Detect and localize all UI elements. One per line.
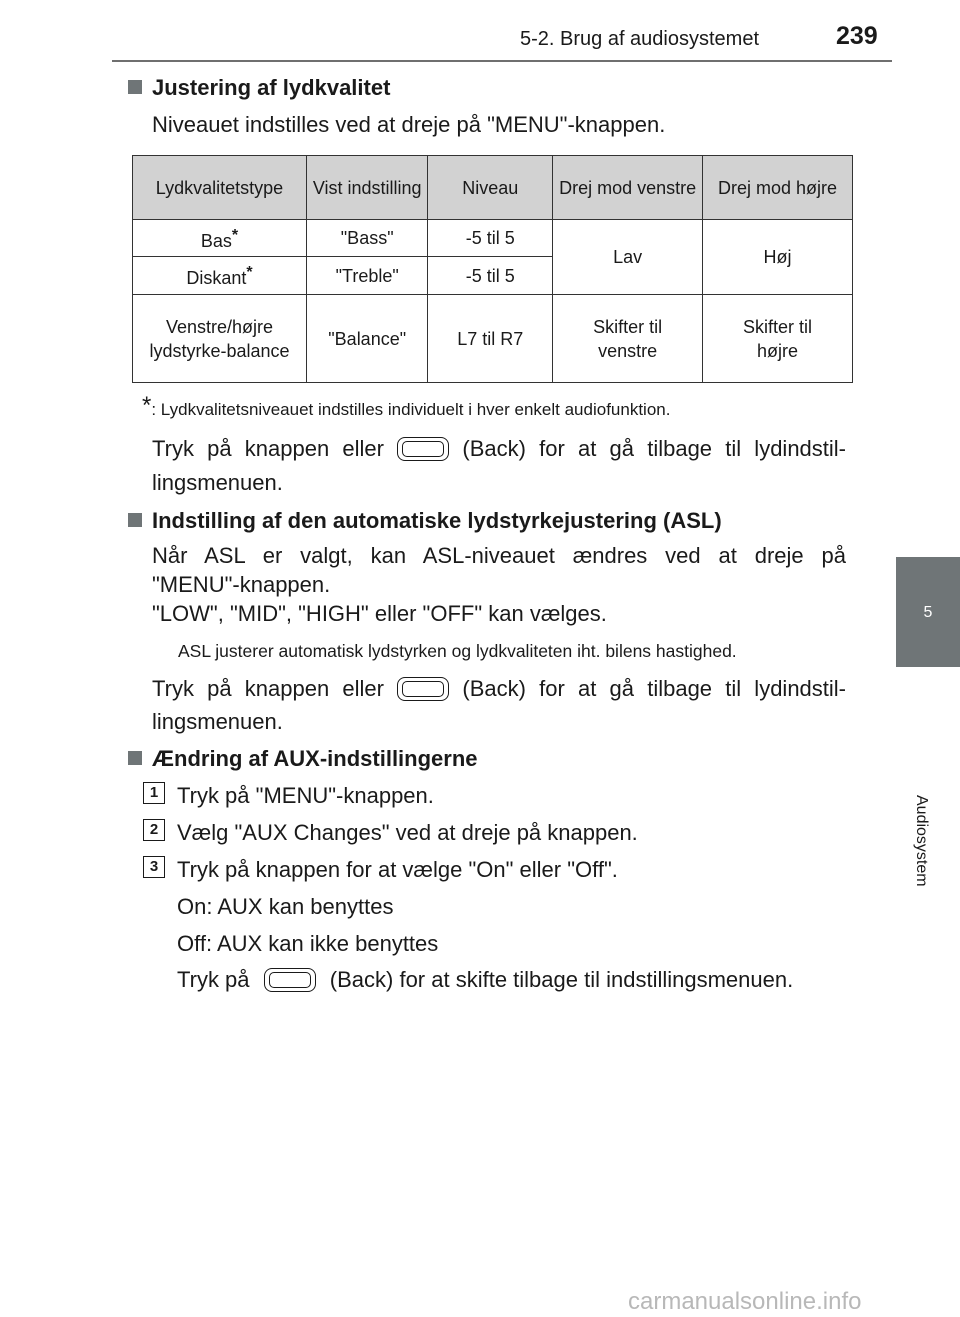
back-instruction-2: Tryk på knappen eller (Back) for at gå tilbage til lydindstil- (152, 676, 846, 701)
table-footnote: *: Lydkvalitetsniveauet indstilles individuelt i hver enkelt audiofunktion. (142, 392, 671, 419)
square-bullet-icon (128, 513, 142, 527)
back-instruction-2-end: lingsmenuen. (152, 709, 283, 734)
asl-line-1: Når ASL er valgt, kan ASL-niveauet ændres ved at dreje på (152, 543, 846, 568)
back-instruction-1: Tryk på knappen eller (Back) for at gå tilbage til lydindstil- (152, 436, 846, 461)
table-cell-turn-right: Høj (703, 220, 853, 295)
table-cell: L7 til R7 (428, 295, 553, 383)
table-cell: Bas* (133, 220, 307, 257)
table-header: Vist indstilling (306, 156, 427, 220)
table-header: Drej mod højre (703, 156, 853, 220)
step-text-1: Tryk på "MENU"-knappen. (177, 783, 434, 808)
table-cell: Diskant* (133, 257, 307, 295)
square-bullet-icon (128, 751, 142, 765)
step-number-2: 2 (143, 819, 165, 841)
back-instruction-3: Tryk på (Back) for at skifte tilbage til indstillingsmenuen. (177, 967, 794, 992)
header-rule (112, 60, 892, 62)
watermark: carmanualsonline.info (628, 1288, 862, 1315)
chapter-tab-number: 5 (923, 604, 933, 621)
table-cell: -5 til 5 (428, 220, 553, 257)
chapter-label: Audiosystem (913, 795, 930, 887)
page-number: 239 (836, 22, 878, 50)
back-button-icon (264, 968, 316, 992)
table-header: Niveau (428, 156, 553, 220)
header-section-title: 5-2. Brug af audiosystemet (520, 28, 760, 50)
table-cell: "Treble" (306, 257, 427, 295)
step-text-2: Vælg "AUX Changes" ved at dreje på knappen. (177, 820, 638, 845)
asl-line-3: "LOW", "MID", "HIGH" eller "OFF" kan vælges. (152, 601, 607, 626)
aux-off-text: Off: AUX kan ikke benyttes (177, 931, 439, 956)
section-heading-asl: Indstilling af den automatiske lydstyrkejustering (ASL) (128, 508, 722, 534)
table-cell: -5 til 5 (428, 257, 553, 295)
table-header: Lydkvalitetstype (133, 156, 307, 220)
table-cell: Skifter til højre (703, 295, 853, 383)
asl-note: ASL justerer automatisk lydstyrken og lydkvaliteten iht. bilens hastighed. (178, 641, 737, 661)
table-row (133, 295, 853, 383)
table-cell: "Bass" (306, 220, 427, 257)
back-instruction-1-end: lingsmenuen. (152, 470, 283, 495)
table-cell: Venstre/højre lydstyrke-balance (133, 295, 307, 383)
square-bullet-icon (128, 80, 142, 94)
table-row (133, 220, 853, 257)
section-heading-aux: Ændring af AUX-indstillingerne (128, 746, 478, 772)
back-button-icon (397, 677, 449, 701)
asl-line-2: "MENU"-knappen. (152, 572, 331, 597)
table-cell-turn-left: Lav (553, 220, 703, 295)
step-number-1: 1 (143, 782, 165, 804)
sound-quality-intro: Niveauet indstilles ved at dreje på "MENU"-knappen. (152, 112, 666, 137)
sound-quality-table (132, 155, 853, 383)
step-number-3: 3 (143, 856, 165, 878)
step-text-3: Tryk på knappen for at vælge "On" eller "Off". (177, 857, 618, 882)
section-heading-sound-quality: Justering af lydkvalitet (128, 75, 390, 101)
table-header-row (133, 156, 853, 220)
table-header: Drej mod venstre (553, 156, 703, 220)
back-button-icon (397, 437, 449, 461)
table-cell: "Balance" (306, 295, 427, 383)
table-cell: Skifter til venstre (553, 295, 703, 383)
aux-on-text: On: AUX kan benyttes (177, 894, 394, 919)
